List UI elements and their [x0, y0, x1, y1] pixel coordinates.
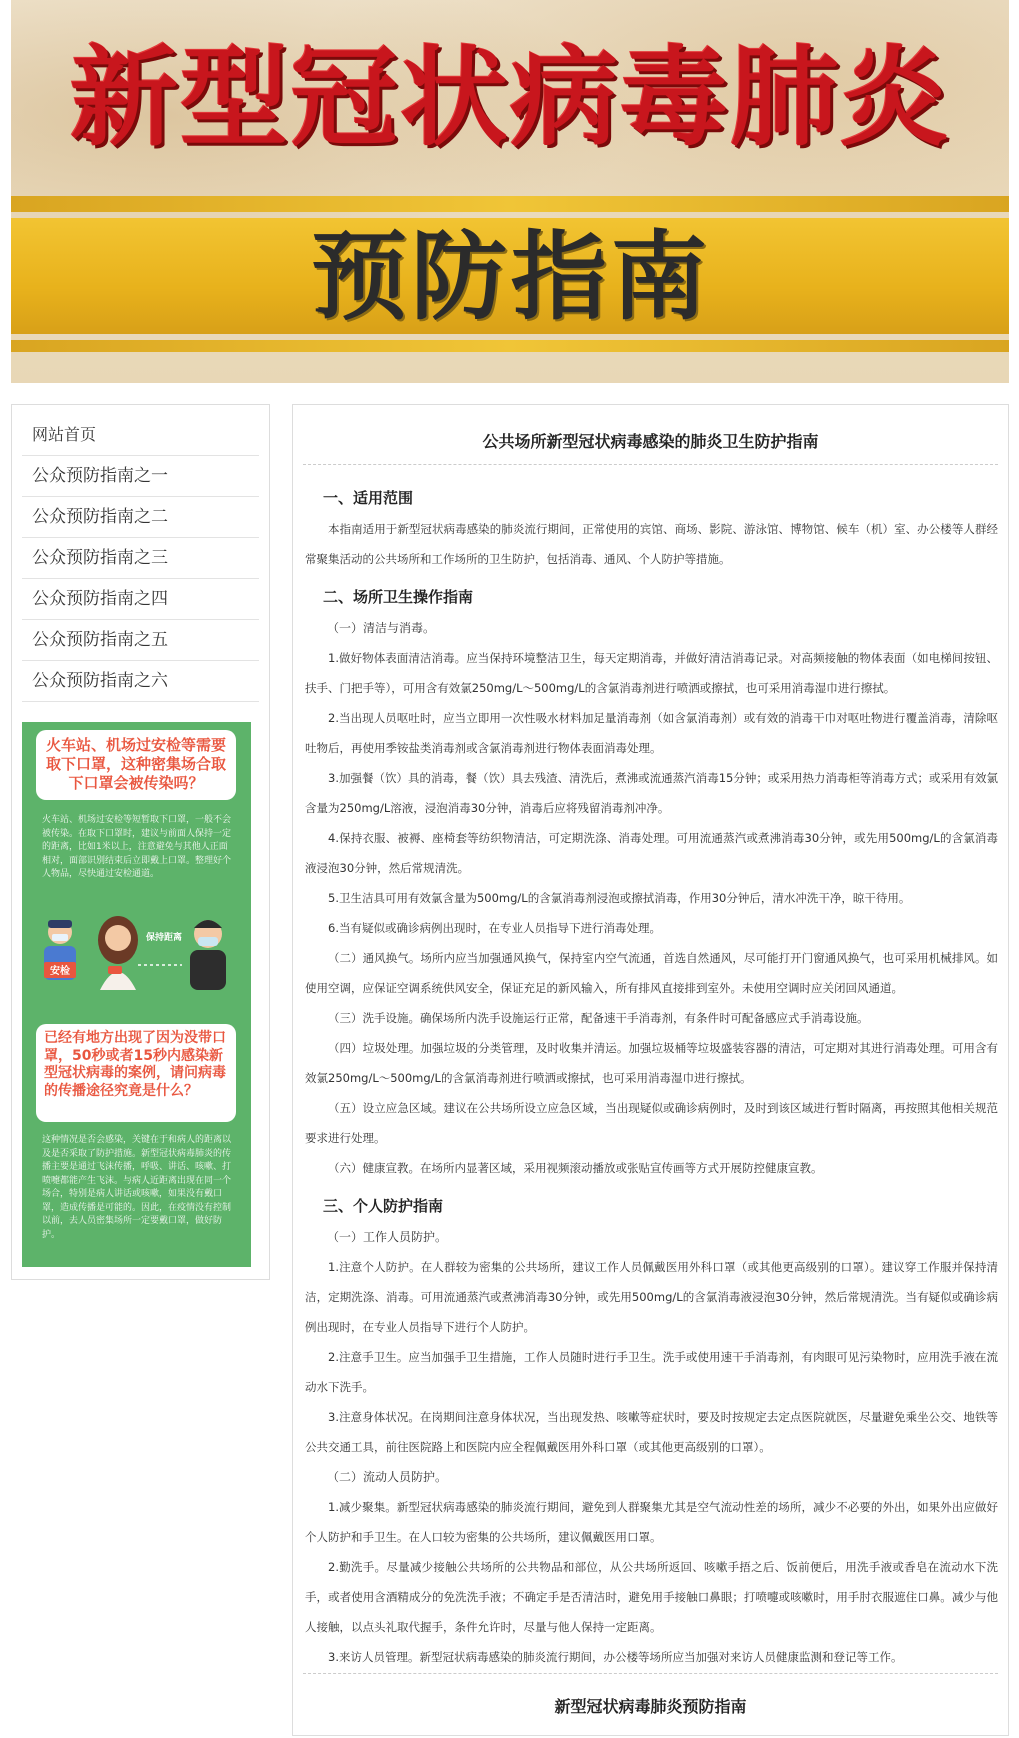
- nav-item-guide-4[interactable]: 公众预防指南之四: [22, 579, 259, 620]
- subsection-heading: （一）工作人员防护。: [327, 1230, 448, 1244]
- poster-question-2: 已经有地方出现了因为没带口罩，50秒或者15秒内感染新型冠状病毒的案例，请问病毒的传播途径究竟是什么？: [36, 1024, 236, 1122]
- paragraph: 1.注意个人防护。在人群较为密集的公共场所，建议工作人员佩戴医用外科口罩（或其他更高级别的口罩）。建议穿工作服并保持清洁，定期洗涤、消毒。可用流通蒸汽或煮沸消毒30分钟，或先用500mg/L的含氯消毒液浸泡30分钟，然后常规清洗。当有疑似或确诊病例出现时，在专业人员指导下进行个人防护。: [305, 1260, 998, 1334]
- paragraph: 2.勤洗手。尽量减少接触公共场所的公共物品和部位，从公共场所返回、咳嗽手捂之后、饭前便后，用洗手液或香皂在流动水下洗手，或者使用含酒精成分的免洗洗手液；不确定手是否清洁时，避免用手接触口鼻眼；打喷嚏或咳嗽时，用手肘衣服遮住口鼻。减少与他人接触，以点头礼取代握手，条件允许时，尽量与他人保持一定距离。: [305, 1560, 998, 1634]
- poster-answer-1: 火车站、机场过安检等短暂取下口罩，一般不会被传染。在取下口罩时，建议与前面人保持一定的距离，比如1米以上，注意避免与其他人正面相对，面部识别结束后立即戴上口罩。整理好个人物品，尽快通过安检通道。: [42, 815, 232, 879]
- sidebar-nav: [12, 405, 269, 702]
- nav-item-guide-3[interactable]: 公众预防指南之三: [22, 538, 259, 579]
- banner-stripe: [11, 340, 1009, 352]
- paragraph: （二）通风换气。场所内应当加强通风换气，保持室内空气流通，首选自然通风，尽可能打开门窗通风换气，也可采用机械排风。如使用空调，应保证空调系统供风安全，保证充足的新风输入，所有排风直接排到室外。未使用空调时应关闭回风通道。: [305, 951, 998, 995]
- banner-stripe: [11, 196, 1009, 212]
- banner-subtitle: 预防指南: [311, 221, 711, 333]
- sidebar: [11, 404, 270, 1280]
- footer-title: 新型冠状病毒肺炎预防指南: [303, 1673, 998, 1717]
- paragraph: 6.当有疑似或确诊病例出现时，在专业人员指导下进行消毒处理。: [328, 921, 661, 935]
- paragraph: 2.注意手卫生。应当加强手卫生措施，工作人员随时进行手卫生。洗手或使用速干手消毒剂，有肉眼可见污染物时，应用洗手液在流动水下洗手。: [305, 1350, 998, 1394]
- poster-question-1: 火车站、机场过安检等需要取下口罩，这种密集场合取下口罩会被传染吗？: [36, 730, 236, 800]
- section-heading: 二、场所卫生操作指南: [323, 588, 474, 606]
- security-tag: 安检: [50, 966, 70, 977]
- poster-answer-2: 这种情况是否会感染，关键在于和病人的距离以及是否采取了防护措施。新型冠状病毒肺炎的传播主要是通过飞沫传播，呼吸、讲话、咳嗽、打喷嚏都能产生飞沫。与病人近距离出现在同一个场合，特别是病人讲话或咳嗽，如果没有戴口罩，造成传播是可能的。因此，在疫情没有控制以前，去人员密集场所一定要戴口罩，做好防护。: [42, 1135, 232, 1240]
- section-heading: 三、个人防护指南: [323, 1197, 444, 1215]
- distance-tag: 保持距离: [145, 933, 183, 943]
- paragraph: （三）洗手设施。确保场所内洗手设施运行正常，配备速干手消毒剂，有条件时可配备感应式手消毒设施。: [328, 1011, 869, 1025]
- paragraph: （五）设立应急区域。建议在公共场所设立应急区域，当出现疑似或确诊病例时，及时到该区域进行暂时隔离，再按照其他相关规范要求进行处理。: [305, 1101, 998, 1145]
- article-panel: [292, 404, 1009, 1736]
- hero-banner: [11, 0, 1009, 383]
- paragraph: （四）垃圾处理。加强垃圾的分类管理，及时收集并清运。加强垃圾桶等垃圾盛装容器的清洁，可定期对其进行消毒处理。可用含有效氯250mg/L～500mg/L的含氯消毒剂进行喷洒或擦拭，也可采用消毒湿巾进行擦拭。: [305, 1041, 998, 1085]
- paragraph: （六）健康宣教。在场所内显著区域，采用视频滚动播放或张贴宣传画等方式开展防控健康宣教。: [328, 1161, 823, 1175]
- paragraph: 3.来访人员管理。新型冠状病毒感染的肺炎流行期间，办公楼等场所应当加强对来访人员健康监测和登记等工作。: [328, 1650, 903, 1664]
- nav-item-guide-1[interactable]: 公众预防指南之一: [22, 456, 259, 497]
- people-illustration: [22, 910, 251, 1000]
- nav-item-guide-2[interactable]: 公众预防指南之二: [22, 497, 259, 538]
- man-figure: [190, 920, 226, 990]
- article-title: 公共场所新型冠状病毒感染的肺炎卫生防护指南: [303, 415, 998, 465]
- section-heading: 一、适用范围: [323, 489, 414, 507]
- paragraph: 3.加强餐（饮）具的消毒，餐（饮）具去残渣、清洗后，煮沸或流通蒸汽消毒15分钟；或采用热力消毒柜等消毒方式；或采用有效氯含量为250mg/L溶液，浸泡消毒30分钟，消毒后应将残留消毒剂冲净。: [305, 771, 998, 815]
- nav-item-guide-5[interactable]: 公众预防指南之五: [22, 620, 259, 661]
- subsection-heading: （一）清洁与消毒。: [327, 621, 436, 635]
- nav-item-guide-6[interactable]: 公众预防指南之六: [22, 661, 259, 702]
- paragraph: 1.做好物体表面清洁消毒。应当保持环境整洁卫生，每天定期消毒，并做好清洁消毒记录。对高频接触的物体表面（如电梯间按钮、扶手、门把手等），可用含有效氯250mg/L～500mg/L的含氯消毒剂进行喷洒或擦拭，也可采用消毒湿巾进行擦拭。: [305, 651, 998, 695]
- paragraph: 5.卫生洁具可用有效氯含量为500mg/L的含氯消毒剂浸泡或擦拭消毒，作用30分钟后，清水冲洗干净，晾干待用。: [328, 891, 911, 905]
- paragraph: 1.减少聚集。新型冠状病毒感染的肺炎流行期间，避免到人群聚集尤其是空气流动性差的场所，减少不必要的外出，如果外出应做好个人防护和手卫生。在人口较为密集的公共场所，建议佩戴医用口罩。: [305, 1500, 998, 1544]
- banner-title: 新型冠状病毒肺炎: [69, 36, 950, 161]
- paragraph: 4.保持衣服、被褥、座椅套等纺织物清洁，可定期洗涤、消毒处理。可用流通蒸汽或煮沸消毒30分钟，或先用500mg/L的含氯消毒液浸泡30分钟，然后常规清洗。: [305, 831, 998, 875]
- nav-item-home[interactable]: 网站首页: [22, 415, 259, 456]
- paragraph: 3.注意身体状况。在岗期间注意身体状况，当出现发热、咳嗽等症状时，要及时按规定去定点医院就医，尽量避免乘坐公交、地铁等公共交通工具，前往医院路上和医院内应全程佩戴医用外科口罩（或其他更高级别的口罩）。: [305, 1410, 998, 1454]
- info-poster: [22, 722, 251, 1267]
- paragraph: 2.当出现人员呕吐时，应当立即用一次性吸水材料加足量消毒剂（如含氯消毒剂）或有效的消毒干巾对呕吐物进行覆盖消毒，清除呕吐物后，再使用季铵盐类消毒剂或含氯消毒剂进行物体表面消毒处理。: [305, 711, 998, 755]
- subsection-heading: （二）流动人员防护。: [327, 1470, 448, 1484]
- paragraph: 本指南适用于新型冠状病毒感染的肺炎流行期间，正常使用的宾馆、商场、影院、游泳馆、博物馆、候车（机）室、办公楼等人群经常聚集活动的公共场所和工作场所的卫生防护，包括消毒、通风、个人防护等措施。: [305, 522, 998, 566]
- woman-figure: [98, 916, 138, 990]
- article-body: [293, 465, 1008, 1672]
